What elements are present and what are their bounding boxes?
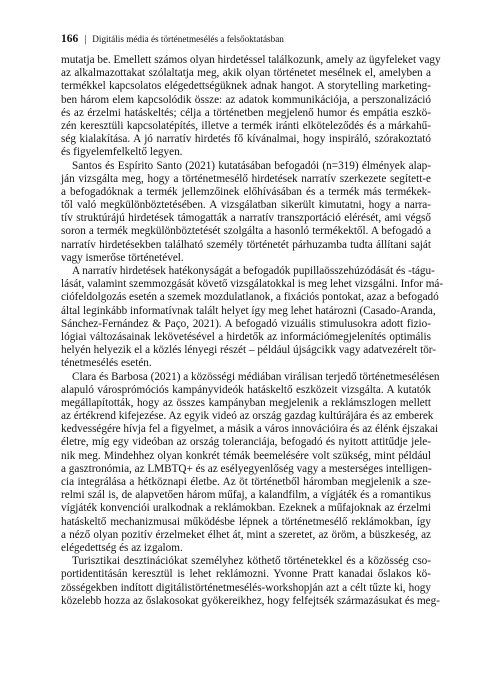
text-line: Clara és Barbosa (2021) a közösségi médiában virálisan terjedő történetmesélésen: [72, 370, 440, 383]
header-separator: |: [84, 34, 87, 45]
body-text: [61, 54, 444, 608]
text-line: helyén helyezik el a közlés lényegi részét – például újságcikk vagy adatvezérelt tör-: [61, 344, 437, 357]
text-line: tív struktúrájú hirdetések támogatták a narratív transzportáció elérését, ami végső: [61, 212, 431, 225]
text-line: az alkalmazottakat szólaltatja meg, akik olyan történetet mesélnek el, amelyben a: [61, 67, 431, 80]
text-line: nik meg. Mindehhez olyan konkrét témák beemelésére volt szükség, mint például: [61, 449, 431, 462]
text-line: ciófeldolgozás esetén a szemek mozdulatlanok, a fixációs pontokat, azaz a befogadó: [61, 291, 439, 304]
text-line: A narratív hirdetések hatékonyságát a befogadók pupillaösszehúzódását és -tágu-: [72, 265, 435, 277]
text-line: től való megkülönböztetésében. A vizsgálatban sikerült kimutatni, hogy a narra-: [61, 199, 431, 212]
text-line: a befogadóknak a termék jellemzőinek előhívásában és a termék más termékek-: [61, 185, 431, 198]
text-line: kedvességére hívja fel a figyelmet, a másik a város innovációira és az élénk éjszakai: [61, 423, 439, 436]
text-line: zén keresztüli kapcsolatépítés, illetve a termék iránti elköteleződés és a márkahű-: [61, 119, 431, 132]
paragraph: [61, 265, 444, 371]
text-line: lását, valamint szemmozgását követő vizsgálatokkal is meg lehet vizsgálni. Infor má-: [61, 278, 444, 291]
text-line: narratív hirdetésekben található személy történetét párhuzamba tudta állítani saját: [61, 238, 431, 251]
text-line: ténetmesélés esetén.: [61, 357, 152, 370]
text-line: soron a termék megkülönböztetését szolgálta a hasonló termékektől. A befogadó a: [61, 225, 431, 238]
text-line: alapuló városprómóciós kampányvideók hatáskeltő eszközeit vizsgálta. A kutatók: [61, 383, 431, 396]
text-line: az értékrend kifejezése. Az egyik videó az ország gazdag kultúrájára és az emberek: [61, 410, 434, 423]
text-line: relmi szál is, de alapvetően három műfaj, a kalandfilm, a vígjáték és a romantikus: [61, 489, 431, 502]
text-line: által leginkább informatívnak talált helyet így meg lehet határozni (Casado-Aranda,: [61, 304, 436, 317]
text-line: megállapították, hogy az összes kampányban megjelenik a reklámszlogen mellett: [61, 396, 431, 409]
text-line: Sánchez-Fernández & Paço, 2021). A befogadó vizuális stimulusokra adott fizio-: [61, 317, 431, 330]
text-line: és az érzelmi hatáskeltés; célja a történetben megjelenő humor és empátia eszkö-: [61, 106, 431, 119]
text-line: lógiai változásainak lekövetésével a hirdetők az információmegjelenítés optimális: [61, 330, 431, 343]
text-line: Santos és Espírito Santo (2021) kutatásában befogadói (n=319) élmények alap-: [72, 159, 431, 172]
page-number: 166: [61, 33, 79, 45]
text-line: életre, míg egy videóban az ország toleranciája, befogadó és nyitott attitűdje jele-: [61, 436, 431, 449]
text-line: portidentitásán keresztül is lehet reklámozni. Yvonne Pratt kanadai őslakos kö-: [61, 568, 431, 581]
text-line: zösségekben indított digitálistörténetmesélés-workshopján azt a célt tűzte ki, hogy: [61, 581, 431, 594]
paragraph: [61, 555, 440, 608]
text-line: cia integrálása a hétköznapi életbe. Az öt történetből háromban megjelenik a sze-: [61, 476, 431, 488]
text-line: vagy ismerőse történetével.: [61, 251, 184, 264]
running-title: Digitális média és történetmesélés a felsőoktatásban: [92, 34, 284, 44]
text-line: Turisztikai desztinációkat személyhez köthető történetekkel és a közösség cso-: [72, 555, 431, 568]
text-line: és figyelemfelkeltő legyen.: [61, 146, 183, 159]
text-line: termékkel kapcsolatos elégedettségüknek adnak hangot. A storytelling marketing-: [61, 80, 431, 93]
paragraph: [61, 370, 440, 556]
text-line: ség kialakítása. A jó narratív hirdetés fő kívánalmai, hogy inspiráló, szórakoztató: [61, 133, 431, 146]
text-line: vígjáték konvenciói uralkodnak a reklámokban. Ezeknek a műfajoknak az érzelmi: [61, 502, 431, 515]
paragraph: [61, 54, 441, 160]
text-line: hatáskeltő mechanizmusai működésbe lépnek a történetmesélő reklámokban, így: [61, 515, 431, 528]
text-line: ben három elem kapcsolódik össze: az adatok kommunikációja, a perszonalizáció: [61, 93, 431, 106]
text-line: közelebb hozza az őslakosokat gyökereikhez, hogy felfejtsék származásukat és meg-: [61, 594, 440, 607]
text-line: a néző olyan pozitív érzelmeket élhet át, mint a szeretet, az öröm, a büszkeség, az: [61, 528, 431, 541]
text-line: ján vizsgálta meg, hogy a történetmesélő hirdetések narratív szerkezete segített-e: [61, 172, 431, 185]
running-header: [61, 29, 441, 47]
text-line: mutatja be. Emellett számos olyan hirdetéssel találkozunk, amely az ügyfeleket vagy: [61, 54, 441, 66]
text-line: elégedettség és az izgalom.: [61, 541, 183, 554]
paragraph: [61, 160, 431, 266]
text-line: a gasztronómia, az LMBTQ+ és az esélyegyenlőség vagy a mesterséges intelligen-: [61, 462, 432, 475]
